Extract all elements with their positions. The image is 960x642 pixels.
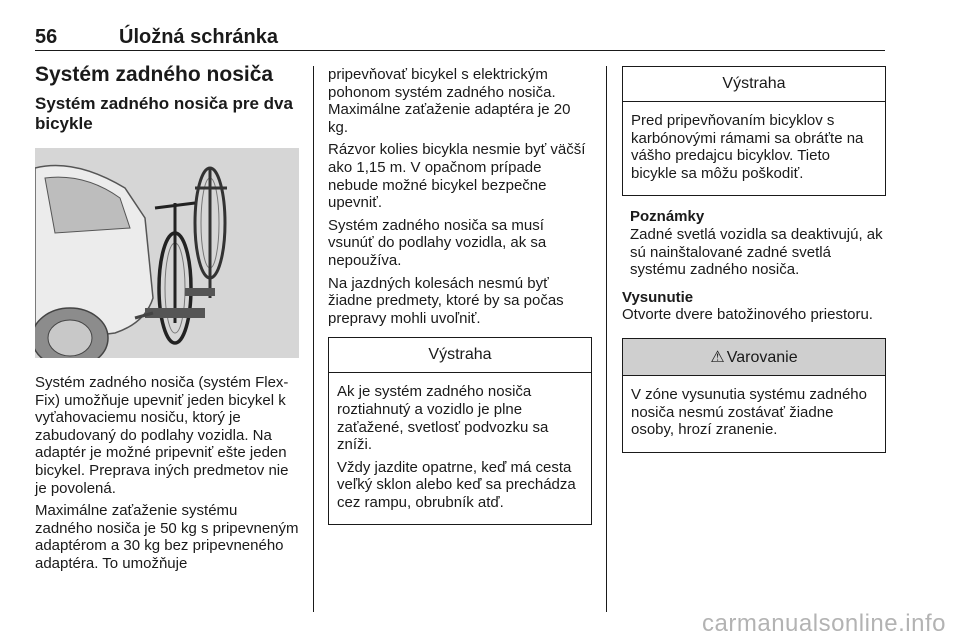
danger-box: [622, 338, 886, 453]
chapter-title: Úložná schránka: [119, 26, 278, 48]
note-text: Zadné svetlá vozidla sa deaktivujú, ak sú nainštalované zadné svetlá systému zadného nosiča.: [630, 225, 883, 279]
warning-title: Výstraha: [329, 338, 591, 373]
column-1: [35, 62, 299, 578]
section-title: Systém zadného nosiča: [35, 63, 274, 86]
warning-text: Vždy jazdite opatrne, keď má cesta veľký sklon alebo keď sa prechádza cez rampu, obrubník atď.: [337, 458, 576, 511]
warning-body: [329, 373, 591, 524]
paragraph: pripevňovať bicykel s elektrickým pohonom systém zadného nosiča. Maximálne zaťaženie adaptéra je 20 kg.: [328, 66, 571, 136]
warning-text: Pred pripevňovaním bicyklov s karbónovými rámami sa obráťte na vášho predajcu bicyklov. Tieto bicykle sa môžu poškodiť.: [631, 112, 864, 182]
warning-box: [622, 66, 886, 196]
warning-title: Výstraha: [623, 67, 885, 102]
column-2: [328, 66, 592, 539]
danger-title: Varovanie: [726, 348, 798, 366]
warning-body: [623, 102, 885, 195]
paragraph: Systém zadného nosiča sa musí vsunúť do podlahy vozidla, ak sa nepoužíva.: [328, 216, 547, 269]
page-number: 56: [35, 26, 58, 48]
note-block: [622, 208, 886, 278]
subsection-title: Vysunutie: [622, 288, 694, 306]
warning-box: [328, 337, 592, 525]
warning-text: Ak je systém zadného nosiča roztiahnutý a vozidlo je plne zaťažené, svetlosť podvozku sa zníži.: [337, 383, 549, 454]
column-divider: [313, 66, 314, 612]
warning-triangle-icon: ⚠: [710, 348, 725, 366]
note-title: Poznámky: [630, 208, 705, 226]
paragraph: Maximálne zaťaženie systému zadného nosiča je 50 kg s pripevneným adaptérom a 30 kg bez pripevneného adaptéra. To umožňuje: [35, 502, 299, 572]
paragraph: Rázvor kolies bicykla nesmie byť väčší ako 1,15 m. V opačnom prípade nebude možné bicykel bezpečne upevniť.: [328, 141, 586, 212]
paragraph: Systém zadného nosiča (systém Flex-Fix) umožňuje upevniť jeden bicykel k vyťahovaciemu nosiču, ktorý je zabudovaný do podlahy vozidla. Na adaptér je možné pripevniť ešte jeden bicykel. Preprava iných predmetov nie je povolená.: [35, 374, 289, 497]
watermark: carmanualsonline.info: [702, 610, 946, 637]
paragraph: Otvorte dvere batožinového priestoru.: [622, 306, 873, 324]
paragraph: Na jazdných kolesách nesmú byť žiadne predmety, ktoré by sa počas prepravy mohli uvoľniť.: [328, 274, 564, 327]
column-divider: [606, 66, 607, 612]
column-3: [622, 66, 886, 467]
bike-carrier-illustration: [35, 148, 299, 358]
danger-header: [623, 339, 885, 376]
section-subtitle: Systém zadného nosiča pre dva bicykle: [35, 94, 293, 133]
page-header: [35, 24, 885, 51]
danger-text: V zóne vysunutia systému zadného nosiča nesmú zostávať žiadne osoby, hrozí zranenie.: [631, 385, 867, 439]
danger-body: [623, 376, 885, 452]
bike-carrier-drawing: [35, 148, 299, 358]
